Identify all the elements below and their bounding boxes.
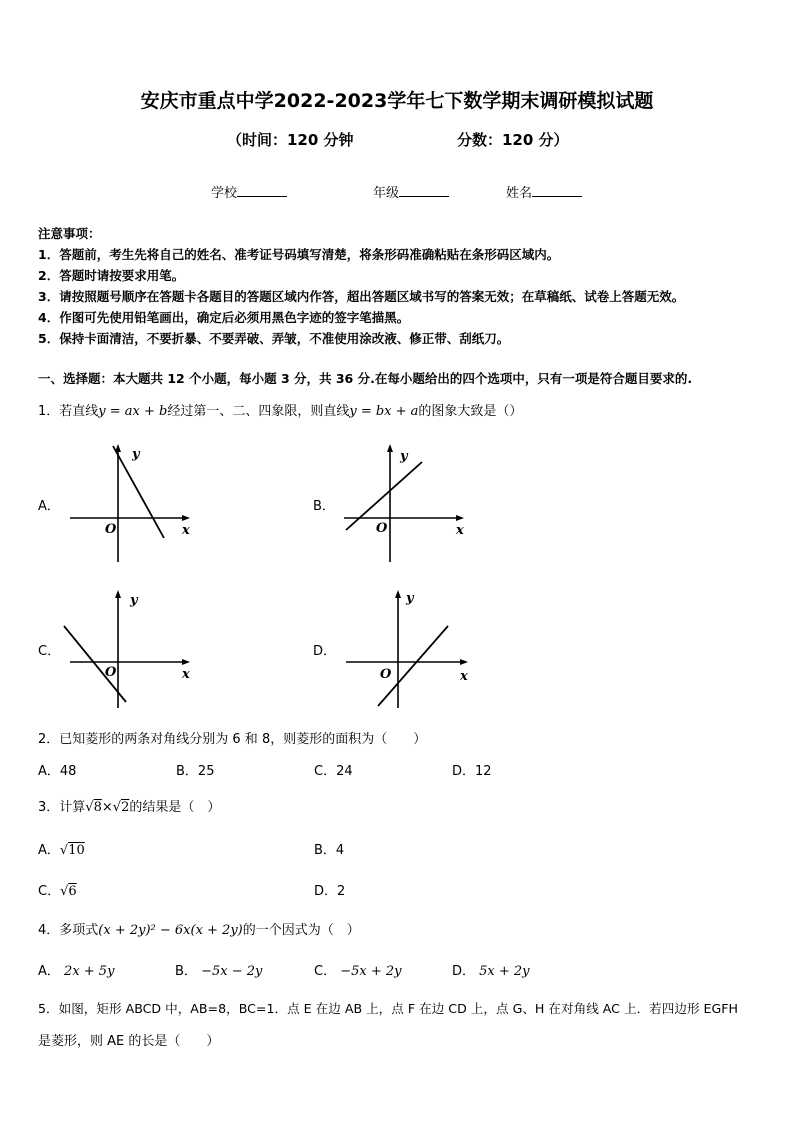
q4-option-a-expr: 2x + 5y	[64, 964, 115, 979]
q1-option-a-label[interactable]: A．	[38, 499, 60, 514]
school-field	[211, 182, 287, 201]
q3-radicand-1: 8	[93, 800, 102, 815]
name-field	[506, 182, 582, 201]
q1-pre: 1．若直线	[38, 404, 99, 419]
grade-label: 年级	[373, 186, 400, 201]
q3-post: 的结果是（ ）	[129, 800, 221, 815]
graph-a	[66, 440, 196, 566]
x-arrow-icon	[182, 515, 190, 521]
q3-option-a[interactable]	[38, 839, 85, 858]
q4-post: 的一个因式为（ ）	[242, 923, 360, 938]
q1-post: 的图象大致是（）	[418, 404, 523, 419]
note-item: 3．请按照题号顺序在答题卡各题目的答题区域内作答，超出答题区域书写的答案无效；在草稿纸、试卷上答题无效。	[38, 289, 685, 304]
note-item: 4．作图可先使用铅笔画出，确定后必须用黑色字迹的签字笔描黑。	[38, 310, 410, 325]
q4-option-d[interactable]	[452, 960, 530, 979]
grade-field	[373, 182, 449, 201]
q2-option-a[interactable]: A．48	[38, 764, 77, 779]
q2-option-c[interactable]: C．24	[314, 764, 353, 779]
school-label: 学校	[211, 186, 238, 201]
q4-option-a-label: A．	[38, 964, 60, 979]
q1-mid: 经过第一、二、四象限，则直线	[167, 404, 350, 419]
graph-c	[60, 586, 196, 712]
exam-title: 安庆市重点中学2022-2023学年七下数学期末调研模拟试题	[140, 90, 654, 112]
q1-eq2: y = bx + a	[349, 404, 419, 419]
sqrt-icon: √	[59, 843, 69, 858]
q3-option-c[interactable]	[38, 880, 77, 899]
note-item: 2．答题时请按要求用笔。	[38, 268, 185, 283]
x-arrow-icon	[456, 515, 464, 521]
q3-option-d[interactable]: D．2	[314, 884, 346, 899]
q4-option-c[interactable]	[314, 960, 402, 979]
q3-option-c-label: C．	[38, 884, 61, 899]
y-arrow-icon	[395, 590, 401, 598]
x-label: x	[456, 523, 464, 538]
origin-label: O	[105, 522, 117, 537]
graph-line	[64, 626, 126, 702]
q3-option-a-label: A．	[38, 843, 60, 858]
grade-blank[interactable]	[399, 184, 449, 197]
q2-option-d[interactable]: D．12	[452, 764, 492, 779]
y-arrow-icon	[115, 590, 121, 598]
q4-option-c-label: C．	[314, 964, 337, 979]
y-arrow-icon	[387, 444, 393, 452]
sqrt-icon: √	[85, 800, 94, 815]
q2-option-b[interactable]: B．25	[176, 764, 215, 779]
sqrt-icon: √	[60, 884, 69, 899]
graph-b	[340, 440, 470, 566]
q1-option-d-label[interactable]: D．	[313, 644, 337, 659]
x-label: x	[460, 669, 468, 684]
q1-eq1: y = ax + b	[98, 404, 168, 419]
y-label: y	[406, 591, 414, 606]
school-blank[interactable]	[237, 184, 287, 197]
name-blank[interactable]	[532, 184, 582, 197]
notes-heading: 注意事项：	[38, 226, 101, 241]
question-5-line-2: 是菱形，则 AE 的长是（ ）	[38, 1034, 220, 1049]
origin-label: O	[380, 667, 392, 682]
note-item: 1．答题前，考生先将自己的姓名、准考证号码填写清楚，将条形码准确粘贴在条形码区域内。	[38, 247, 560, 262]
q3-radicand-2: 2	[121, 800, 130, 815]
question-5-line-1: 5．如图，矩形 ABCD 中，AB=8，BC=1．点 E 在边 AB 上，点 F 在边 CD 上，点 G、H 在对角线 AC 上．若四边形 EGFH	[38, 1001, 738, 1016]
q3-option-b[interactable]: B．4	[314, 843, 345, 858]
x-label: x	[182, 523, 190, 538]
name-label: 姓名	[506, 186, 533, 201]
origin-label: O	[105, 665, 117, 680]
note-item: 5．保持卡面清洁，不要折暴、不要弄破、弄皱，不准使用涂改液、修正带、刮纸刀。	[38, 331, 510, 346]
q4-option-c-expr: −5x + 2y	[340, 964, 402, 979]
q1-option-c-label[interactable]: C．	[38, 644, 61, 659]
q4-option-d-expr: 5x + 2y	[479, 964, 530, 979]
x-label: x	[182, 667, 190, 682]
q4-option-d-label: D．	[452, 964, 476, 979]
origin-label: O	[376, 521, 388, 536]
q4-option-a[interactable]	[38, 960, 114, 979]
x-arrow-icon	[460, 659, 468, 665]
q1-option-b-label[interactable]: B．	[313, 499, 335, 514]
q3-option-a-radicand: 10	[68, 843, 85, 858]
question-1-stem	[38, 400, 522, 419]
q4-option-b-expr: −5x − 2y	[201, 964, 263, 979]
graph-line	[378, 626, 448, 706]
sqrt-icon: √	[112, 800, 122, 815]
score-label: 分数：120 分）	[457, 131, 569, 149]
graph-d	[340, 586, 474, 712]
time-label: （时间：120 分钟	[227, 131, 354, 149]
section-heading: 一、选择题：本大题共 12 个小题，每小题 3 分，共 36 分.在每小题给出的四个选项中，只有一项是符合题目要求的.	[38, 371, 693, 386]
q3-times: ×	[101, 800, 113, 815]
y-label: y	[132, 447, 140, 462]
q4-option-b[interactable]	[175, 960, 262, 979]
q3-pre: 3．计算	[38, 800, 86, 815]
y-label: y	[400, 449, 408, 464]
question-3-stem	[38, 796, 220, 815]
x-arrow-icon	[182, 659, 190, 665]
q4-pre: 4．多项式	[38, 923, 99, 938]
q4-expression: (x + 2y)² − 6x(x + 2y)	[98, 923, 243, 938]
q3-option-c-radicand: 6	[68, 884, 77, 899]
y-label: y	[130, 593, 138, 608]
q4-option-b-label: B．	[175, 964, 197, 979]
question-4-stem	[38, 919, 360, 938]
graph-line	[346, 462, 422, 530]
question-2-stem: 2．已知菱形的两条对角线分别为 6 和 8，则菱形的面积为（ ）	[38, 732, 427, 747]
